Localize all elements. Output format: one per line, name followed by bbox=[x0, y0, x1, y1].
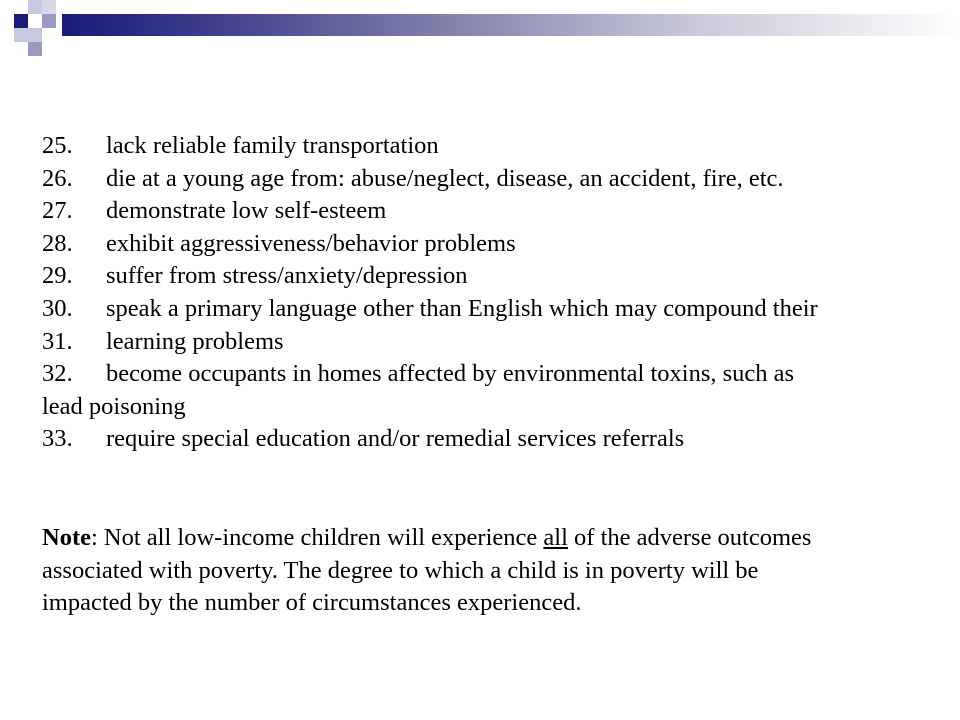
item-number: 30. bbox=[42, 294, 73, 322]
item-text: demonstrate low self-esteem bbox=[106, 197, 387, 225]
item-number: 32. bbox=[42, 360, 73, 388]
item-text: die at a young age from: abuse/neglect, disease, an accident, fire, etc. bbox=[106, 164, 784, 192]
list-item bbox=[42, 358, 942, 391]
corner-square-mid bbox=[42, 14, 56, 28]
note-text: of the adverse outcomes bbox=[567, 523, 812, 551]
note-paragraph bbox=[42, 522, 942, 620]
item-number: 27. bbox=[42, 197, 73, 225]
corner-square-light bbox=[42, 0, 56, 14]
corner-square-light bbox=[28, 28, 42, 42]
item-text: learning problems bbox=[106, 327, 284, 355]
item-number: 31. bbox=[42, 327, 73, 355]
list-item bbox=[42, 130, 942, 163]
list-item bbox=[42, 195, 942, 228]
corner-square-light bbox=[28, 0, 42, 14]
corner-square-dark bbox=[14, 14, 28, 28]
header-gradient-band bbox=[62, 14, 960, 36]
item-text: exhibit aggressiveness/behavior problems bbox=[106, 229, 516, 257]
list-item bbox=[42, 228, 942, 261]
slide-content bbox=[42, 130, 942, 620]
note-line: associated with poverty. The degree to which a child is in poverty will be bbox=[42, 556, 759, 584]
item-number: 33. bbox=[42, 425, 73, 453]
item-text: become occupants in homes affected by environmental toxins, such as bbox=[106, 360, 795, 388]
header-decoration bbox=[0, 0, 960, 60]
corner-square-mid bbox=[28, 42, 42, 56]
note-line: impacted by the number of circumstances experienced. bbox=[42, 589, 582, 617]
list-item bbox=[42, 163, 942, 196]
list-item bbox=[42, 423, 942, 456]
item-number: 25. bbox=[42, 132, 73, 159]
note-text: : Not all low-income children will experience bbox=[90, 523, 544, 551]
note-label: Note bbox=[42, 523, 91, 551]
item-text: lack reliable family transportation bbox=[106, 132, 439, 159]
note-emphasis: all bbox=[543, 523, 568, 551]
list-item bbox=[42, 293, 942, 326]
item-text: require special education and/or remedial services referrals bbox=[106, 425, 685, 453]
list-item bbox=[42, 326, 942, 359]
list-item-continuation: lead poisoning bbox=[42, 392, 186, 420]
note-line bbox=[42, 522, 942, 555]
corner-square-light bbox=[14, 28, 28, 42]
item-text: suffer from stress/anxiety/depression bbox=[106, 262, 468, 290]
item-number: 29. bbox=[42, 262, 73, 290]
list-item bbox=[42, 260, 942, 293]
item-number: 28. bbox=[42, 229, 73, 257]
item-number: 26. bbox=[42, 164, 73, 192]
item-text: speak a primary language other than English which may compound their bbox=[106, 294, 818, 322]
numbered-list bbox=[42, 130, 942, 456]
